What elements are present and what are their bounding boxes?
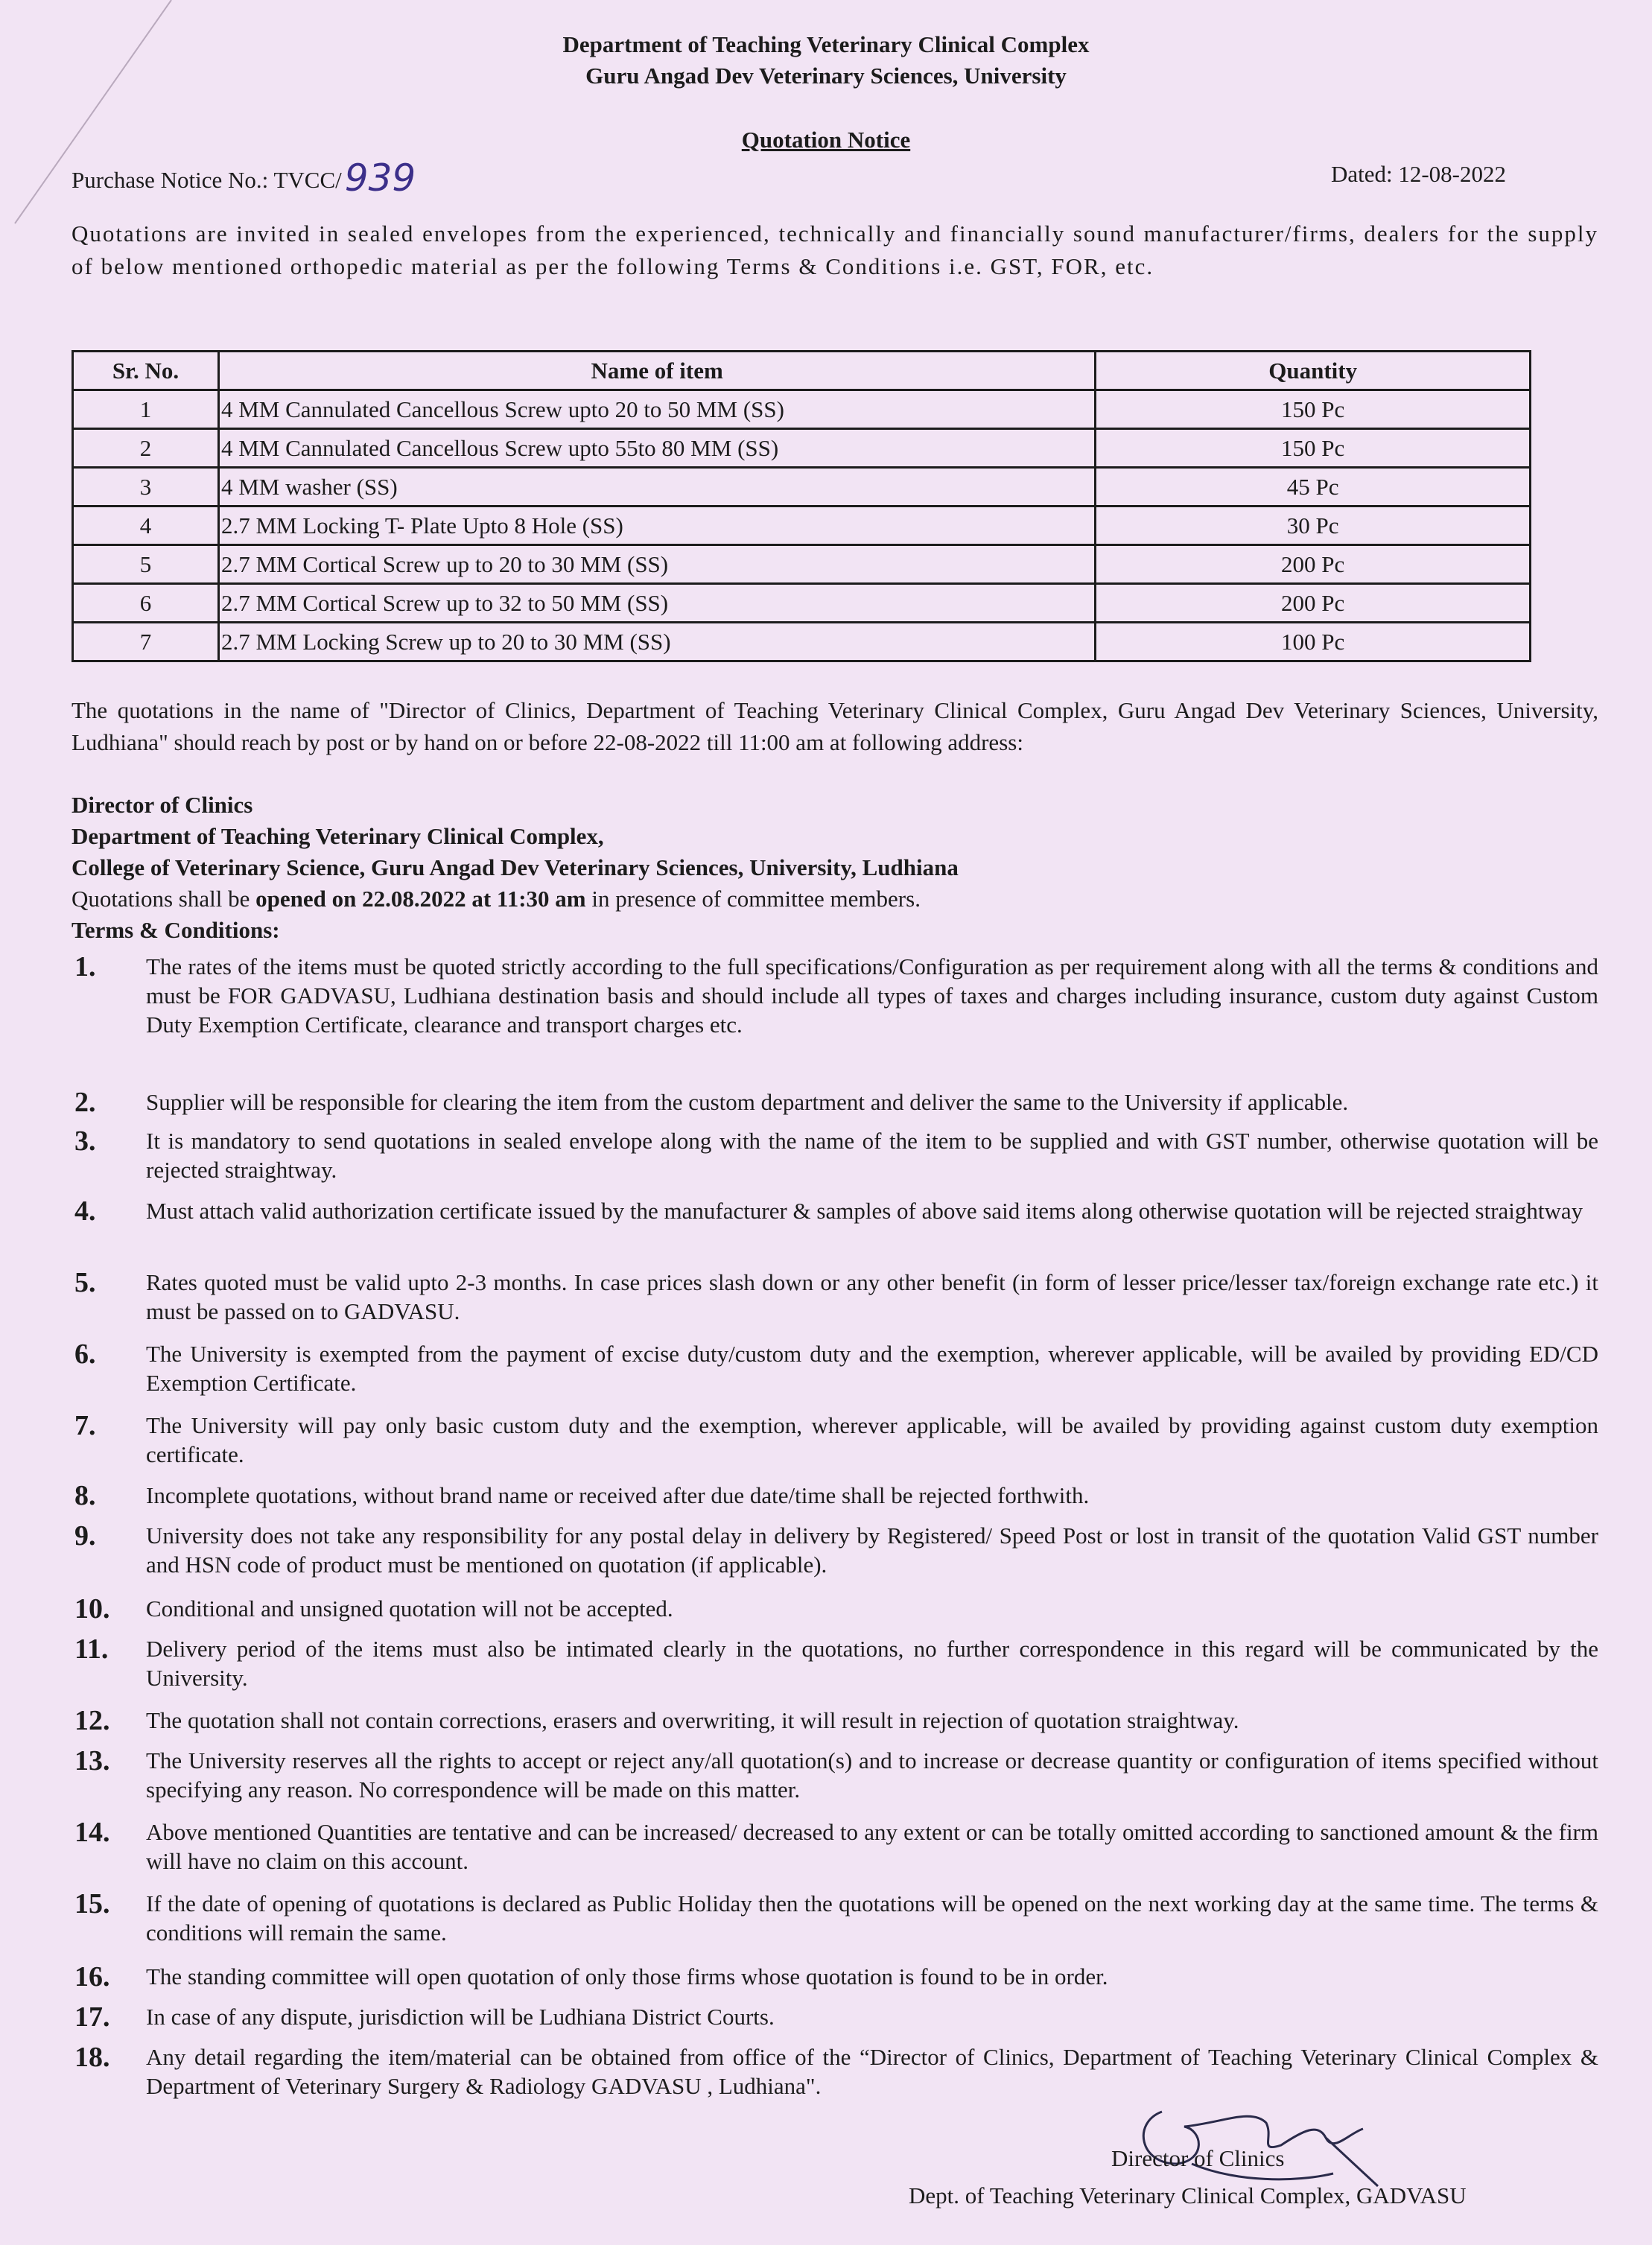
term-number: 9. [74, 1520, 96, 1552]
signatory-department: Dept. of Teaching Veterinary Clinical Complex, GADVASU [909, 2182, 1467, 2209]
department-heading: Department of Teaching Veterinary Clinical Complex [562, 31, 1090, 57]
university-heading: Guru Angad Dev Veterinary Sciences, University [585, 63, 1067, 89]
term-number: 2. [74, 1087, 96, 1118]
opening-post: in presence of committee members. [585, 886, 921, 912]
term-number: 1. [74, 951, 96, 982]
address-line-3: College of Veterinary Science, Guru Angad Dev Veterinary Sciences, University, Ludhiana [72, 854, 959, 880]
term-text: In case of any dispute, jurisdiction will be Ludhiana District Courts. [146, 2004, 775, 2030]
term-text: The standing committee will open quotation of only those firms whose quotation is found to be in order. [146, 1963, 1108, 1990]
cell-sr: 2 [73, 429, 219, 468]
term-number: 16. [74, 1961, 110, 1992]
cell-item: 2.7 MM Locking T- Plate Upto 8 Hole (SS) [218, 507, 1095, 545]
cell-item: 4 MM washer (SS) [218, 468, 1095, 507]
term-text: Any detail regarding the item/material can be obtained from office of the “Director of Clinics, Department of Teaching Veterinary Clinical Complex & Department of Veterinary Surgery & Radiology GADVASU , Ludhiana". [146, 2044, 1598, 2099]
opening-date-time: opened on 22.08.2022 at 11:30 am [255, 886, 586, 912]
term-text: Incomplete quotations, without brand name or received after due date/time shall be rejected forthwith. [146, 1482, 1090, 1508]
terms-heading: Terms & Conditions: [72, 917, 280, 943]
cell-item: 4 MM Cannulated Cancellous Screw upto 55to 80 MM (SS) [218, 429, 1095, 468]
term-number: 11. [74, 1633, 109, 1665]
term-number: 17. [74, 2001, 110, 2033]
term-number: 7. [74, 1410, 96, 1441]
term-number: 12. [74, 1705, 110, 1736]
intro-paragraph: Quotations are invited in sealed envelopes from the experienced, technically and financially sound manufacturer/firms, dealers for the supply of below mentioned orthopedic material as per the following Terms & Conditions i.e. GST, FOR, etc. [72, 220, 1598, 279]
term-text: The University is exempted from the payment of excise duty/custom duty and the exemption, wherever applicable, will be availed by providing ED/CD Exemption Certificate. [146, 1341, 1598, 1396]
cell-qty: 45 Pc [1096, 468, 1531, 507]
signatory-title: Director of Clinics [1111, 2145, 1285, 2171]
cell-qty: 150 Pc [1096, 429, 1531, 468]
cell-qty: 100 Pc [1096, 623, 1531, 661]
term-text: Must attach valid authorization certificate issued by the manufacturer & samples of above said items along otherwise quotation will be rejected straightway [146, 1198, 1583, 1224]
cell-item: 2.7 MM Locking Screw up to 20 to 30 MM (SS) [218, 623, 1095, 661]
cell-qty: 200 Pc [1096, 584, 1531, 623]
term-number: 5. [74, 1267, 96, 1298]
handwritten-notice-number: 939 [344, 156, 416, 200]
term-text: University does not take any responsibility for any postal delay in delivery by Registered/ Speed Post or lost in transit of the quotation Valid GST number and HSN code of product must be mentioned on quotation (if applicable). [146, 1522, 1598, 1578]
term-text: The quotation shall not contain corrections, erasers and overwriting, it will result in rejection of quotation straightway. [146, 1707, 1239, 1733]
cell-item: 4 MM Cannulated Cancellous Screw upto 20 to 50 MM (SS) [218, 390, 1095, 429]
address-line-1: Director of Clinics [72, 792, 253, 818]
term-text: If the date of opening of quotations is declared as Public Holiday then the quotations will be opened on the next working day at the same time. The terms & conditions will remain the same. [146, 1890, 1598, 1946]
term-number: 4. [74, 1195, 96, 1227]
term-number: 15. [74, 1888, 110, 1919]
address-line-2: Department of Teaching Veterinary Clinical Complex, [72, 823, 604, 849]
cell-qty: 150 Pc [1096, 390, 1531, 429]
cell-qty: 200 Pc [1096, 545, 1531, 584]
cell-qty: 30 Pc [1096, 507, 1531, 545]
cell-sr: 6 [73, 584, 219, 623]
term-text: Delivery period of the items must also be intimated clearly in the quotations, no further correspondence in this regard will be communicated by the University. [146, 1636, 1598, 1691]
term-number: 6. [74, 1339, 96, 1370]
cell-sr: 7 [73, 623, 219, 661]
header-quantity: Quantity [1096, 352, 1531, 390]
cell-item: 2.7 MM Cortical Screw up to 32 to 50 MM (SS) [218, 584, 1095, 623]
purchase-notice-label: Purchase Notice No.: TVCC/ [72, 167, 342, 193]
submission-paragraph: The quotations in the name of "Director of Clinics, Department of Teaching Veterinary Clinical Complex, Guru Angad Dev Veterinary Sciences, University, Ludhiana" should reach by post or by hand on or before 22-08-2022 till 11:00 am at following address: [72, 697, 1598, 755]
term-number: 10. [74, 1593, 110, 1625]
notice-date: Dated: 12-08-2022 [1330, 161, 1506, 187]
term-text: The University reserves all the rights to accept or reject any/all quotation(s) and to increase or decrease quantity or configuration of items specified without specifying any reason. No correspondence will be made on this matter. [146, 1747, 1598, 1803]
term-text: It is mandatory to send quotations in sealed envelope along with the name of the item to be supplied and with GST number, otherwise quotation will be rejected straightway. [146, 1128, 1598, 1183]
term-number: 14. [74, 1817, 110, 1848]
cell-sr: 3 [73, 468, 219, 507]
header-sr-no: Sr. No. [73, 352, 219, 390]
term-number: 18. [74, 2042, 110, 2073]
term-number: 13. [74, 1745, 110, 1776]
opening-pre: Quotations shall be [72, 886, 256, 912]
term-text: The rates of the items must be quoted strictly according to the full specifications/Configuration as per requirement along with all the terms & conditions and must be FOR GADVASU, Ludhiana destination basis and should include all types of taxes and charges including insurance, custom duty against Custom Duty Exemption Certificate, clearance and transport charges etc. [146, 953, 1598, 1038]
term-text: Above mentioned Quantities are tentative and can be increased/ decreased to any extent or can be totally omitted according to sanctioned amount & the firm will have no claim on this account. [146, 1819, 1598, 1874]
term-text: The University will pay only basic custom duty and the exemption, wherever applicable, will be availed by providing against custom duty exemption certificate. [146, 1412, 1598, 1467]
cell-sr: 1 [73, 390, 219, 429]
term-text: Supplier will be responsible for clearing the item from the custom department and deliver the same to the University if applicable. [146, 1089, 1349, 1115]
term-number: 8. [74, 1480, 96, 1511]
term-text: Rates quoted must be valid upto 2-3 months. In case prices slash down or any other benefit (in form of lesser price/lesser tax/foreign exchange rate etc.) it must be passed on to GADVASU. [146, 1269, 1598, 1324]
term-text: Conditional and unsigned quotation will not be accepted. [146, 1595, 673, 1622]
term-number: 3. [74, 1125, 96, 1157]
notice-title: Quotation Notice [741, 127, 911, 153]
cell-sr: 5 [73, 545, 219, 584]
cell-sr: 4 [73, 507, 219, 545]
cell-item: 2.7 MM Cortical Screw up to 20 to 30 MM (SS) [218, 545, 1095, 584]
header-item-name: Name of item [218, 352, 1095, 390]
